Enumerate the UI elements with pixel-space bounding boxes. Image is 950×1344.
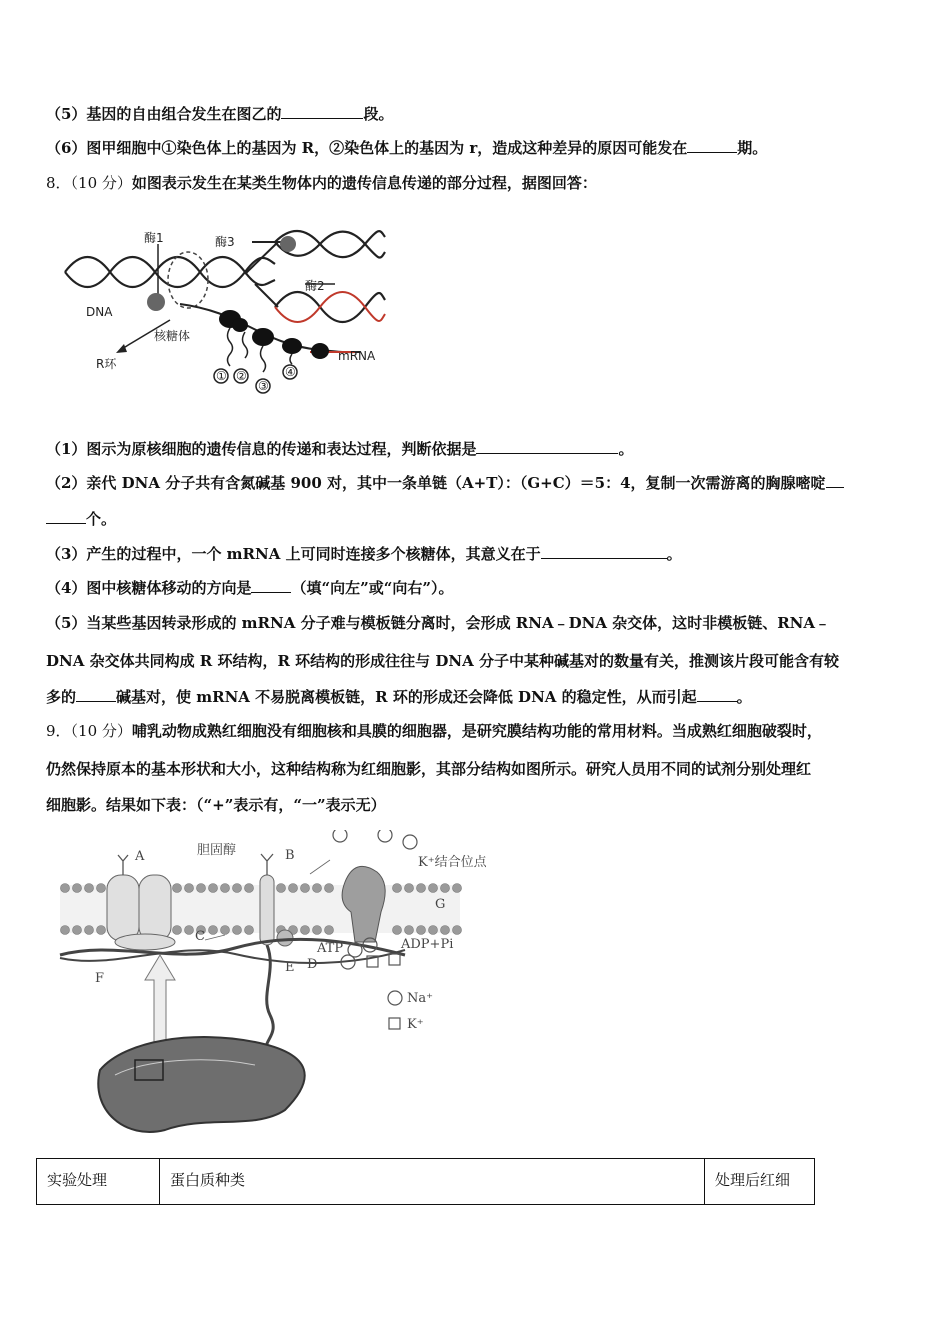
q8-number: 8．（10 分） (46, 174, 132, 192)
label-atp: ATP (317, 941, 344, 956)
label-enzyme2: 酶2 (305, 279, 325, 293)
q9-stem-2 (46, 758, 811, 779)
label-k-binding-site: K⁺结合位点 (418, 855, 487, 870)
label-3: ③ (258, 379, 269, 393)
label-C: C (195, 929, 205, 944)
answer-blank[interactable] (697, 687, 737, 702)
q7-part5-text: （5）基因的自由组合发生在图乙的 (46, 105, 282, 123)
answer-blank[interactable] (541, 544, 667, 559)
q8-stem: 如图表示发生在某类生物体内的遗传信息传递的部分过程，据图回答： (131, 174, 597, 192)
label-r-loop: R环 (96, 357, 117, 371)
q8-part5-l3b: 碱基对，使 mRNA 不易脱离模板链，R 环的形成还会降低 DNA 的稳定性，从而引起 (116, 688, 697, 706)
label-G: G (435, 897, 446, 912)
q8-part5-line1 (46, 612, 830, 633)
q9-stem-line1: 哺乳动物成熟红细胞没有细胞核和具膜的细胞器，是研究膜结构功能的常用材料。当成熟红细胞破裂时， (131, 722, 822, 740)
header-treatment: 实验处理 (37, 1159, 160, 1205)
q8-part5-l1: （5）当某些基因转录形成的 mRNA 分子难与模板链分离时，会形成 RNA﹣DNA 杂交体，这时非模板链、RNA﹣ (46, 614, 831, 632)
red-cell-membrane-figure (55, 830, 505, 1142)
q8-part4-text: （4）图中核糖体移动的方向是 (46, 579, 252, 597)
q9-heading (46, 720, 822, 741)
transcription-translation-figure (60, 222, 390, 402)
label-1: ① (216, 369, 227, 383)
q8-part5-line2 (46, 650, 839, 671)
header-protein-type: 蛋白质种类 (160, 1159, 705, 1205)
q8-part3-text: （3）产生的过程中，一个 mRNA 上可同时连接多个核糖体，其意义在于 (46, 545, 541, 563)
q8-part3 (46, 543, 682, 564)
q8-part4-tail: （填“向左”或“向右”）。 (291, 579, 454, 597)
label-dna: DNA (86, 305, 113, 319)
q8-part1 (46, 438, 633, 459)
label-E: E (285, 960, 295, 975)
answer-blank[interactable] (46, 509, 86, 524)
q7-part5 (46, 103, 393, 124)
label-k: K⁺ (407, 1017, 424, 1032)
q8-part5-l3a: 多的 (46, 688, 77, 706)
q7-part6 (46, 137, 767, 158)
label-B: B (285, 848, 295, 863)
answer-blank[interactable] (826, 473, 844, 488)
label-4: ④ (285, 365, 296, 379)
label-adp-pi: ADP+Pi (401, 937, 454, 952)
q8-part4 (46, 577, 453, 598)
q8-part5-l2: DNA 杂交体共同构成 R 环结构，R 环结构的形成往往与 DNA 分子中某种碱基对的数量有关，推测该片段可能含有较 (46, 652, 839, 670)
q7-part6-text: （6）图甲细胞中①染色体上的基因为 R，②染色体上的基因为 r，造成这种差异的原因可能发在 (46, 139, 688, 157)
q8-part5-l3c: 。 (736, 688, 752, 706)
answer-blank[interactable] (76, 687, 116, 702)
header-after-treatment: 处理后红细 (705, 1159, 815, 1205)
q8-part2-text: （2）亲代 DNA 分子共有含氮碱基 900 对，其中一条单链（A+T）：（G+C）＝5：4，复制一次需游离的胸腺嘧啶 (46, 474, 826, 492)
q8-part3-tail: 。 (666, 545, 682, 563)
label-enzyme3: 酶3 (215, 235, 235, 249)
q9-stem-line3: 细胞影。结果如下表：（“+”表示有，“一”表示无） (46, 796, 386, 814)
q9-stem-3 (46, 794, 386, 815)
q8-part2 (46, 472, 844, 493)
q8-part2-tail: 个。 (86, 510, 117, 528)
q7-part6-tail: 期。 (737, 139, 768, 157)
label-2: ② (236, 369, 247, 383)
answer-blank[interactable] (687, 138, 737, 153)
q9-number: 9．（10 分） (46, 722, 132, 740)
q9-stem-line2: 仍然保持原本的基本形状和大小，这种结构称为红细胞影，其部分结构如图所示。研究人员用不同的试剂分别处理红 (46, 760, 812, 778)
label-enzyme1: 酶1 (144, 231, 164, 245)
answer-blank[interactable] (476, 439, 618, 454)
result-table (36, 1158, 815, 1205)
answer-blank[interactable] (281, 104, 363, 119)
label-cholesterol: 胆固醇 (197, 843, 237, 858)
label-ribosome: 核糖体 (154, 329, 191, 343)
table-header-row (37, 1159, 815, 1205)
q7-part5-tail: 段。 (363, 105, 394, 123)
q8-part1-text: （1）图示为原核细胞的遗传信息的传递和表达过程，判断依据是 (46, 440, 477, 458)
label-D: D (307, 957, 318, 972)
q8-part2-cont (46, 508, 116, 529)
label-mrna: mRNA (338, 349, 376, 363)
q8-part1-tail: 。 (618, 440, 634, 458)
label-na: Na⁺ (407, 991, 433, 1006)
answer-blank[interactable] (251, 578, 291, 593)
label-F: F (95, 971, 105, 986)
q8-part5-line3 (46, 686, 752, 707)
q8-heading (46, 172, 597, 193)
label-A: A (135, 849, 145, 864)
